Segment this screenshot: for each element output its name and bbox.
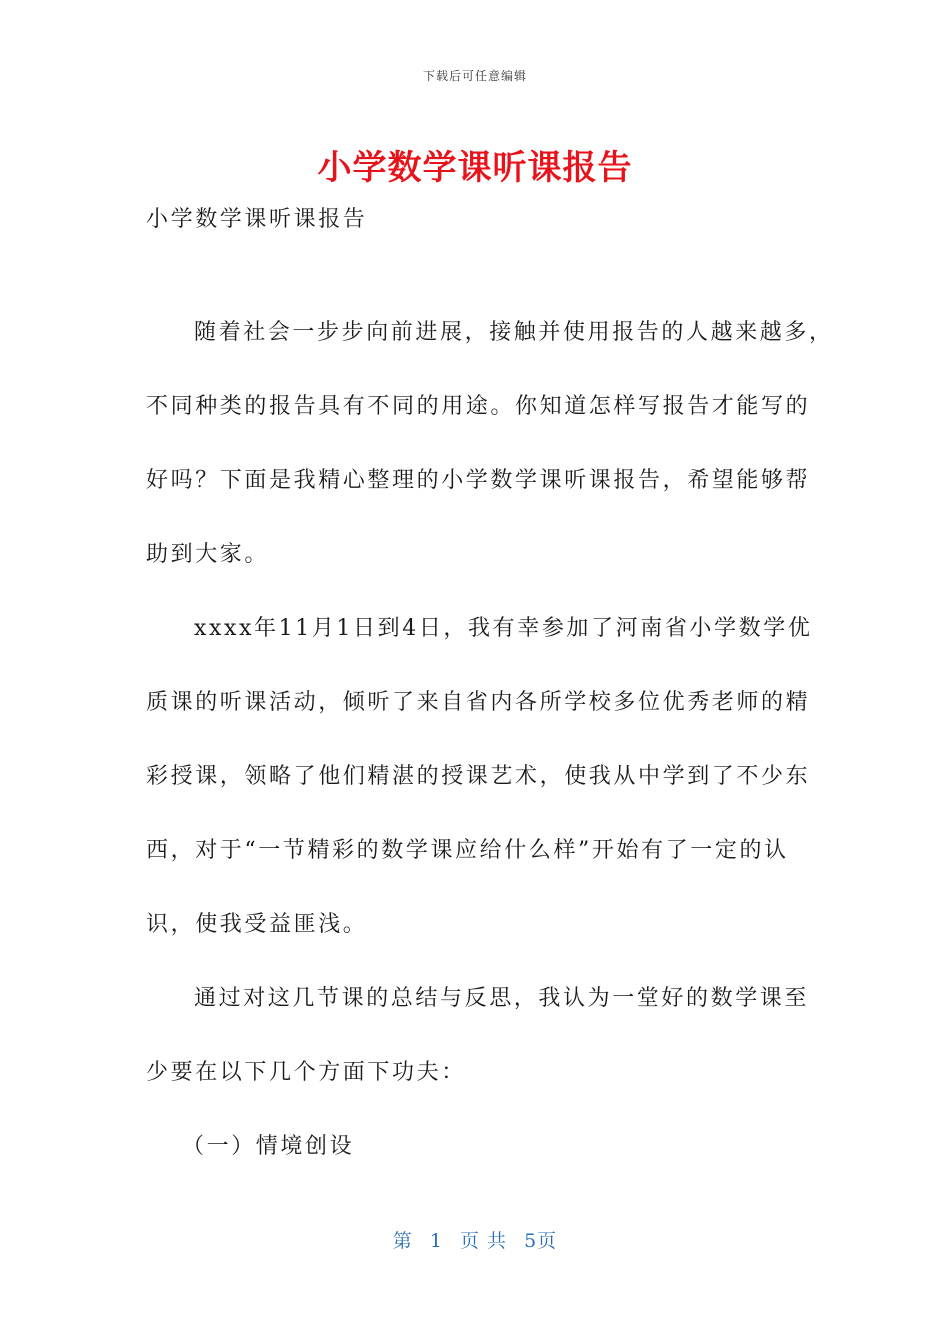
document-title: 小学数学课听课报告 — [317, 148, 633, 188]
footer-prefix: 第 — [392, 1230, 413, 1252]
footer-middle: 页 共 — [460, 1230, 508, 1252]
section-heading: （一）情境创设 — [182, 1134, 355, 1159]
document-body — [146, 198, 834, 1184]
paragraph-intro — [146, 296, 834, 592]
paragraph-line: 质课的听课活动，倾听了来自省内各所学校多位优秀老师的精 — [146, 690, 811, 715]
paragraph-line: 西，对于“一节精彩的数学课应给什么样”开始有了一定的认 — [146, 838, 789, 863]
document-subtitle: 小学数学课听课报告 — [146, 207, 368, 232]
paragraph-line: 不同种类的报告具有不同的用途。你知道怎样写报告才能写的 — [146, 394, 811, 419]
paragraph-line: xxxx年11月1日到4日，我有幸参加了河南省小学数学优 — [194, 616, 813, 641]
download-editable-note: 下载后可任意编辑 — [422, 69, 527, 83]
paragraph-line: 识，使我受益匪浅。 — [146, 912, 368, 937]
footer-page-number: 1 — [429, 1230, 443, 1252]
paragraph-line: 好吗？下面是我精心整理的小学数学课听课报告，希望能够帮 — [146, 468, 811, 493]
page-footer — [0, 1226, 950, 1253]
paragraph-activity — [146, 592, 813, 962]
paragraph-line: 助到大家。 — [146, 542, 270, 567]
footer-total-pages: 5页 — [524, 1230, 558, 1252]
paragraph-line: 彩授课，领略了他们精湛的授课艺术，使我从中学到了不少东 — [146, 764, 811, 789]
paragraph-reflection — [146, 962, 810, 1110]
paragraph-line: 少要在以下几个方面下功夫： — [146, 1060, 466, 1085]
paragraph-line: 通过对这几节课的总结与反思，我认为一堂好的数学课至 — [194, 986, 810, 1011]
paragraph-line: 随着社会一步步向前进展，接触并使用报告的人越来越多， — [194, 320, 834, 345]
